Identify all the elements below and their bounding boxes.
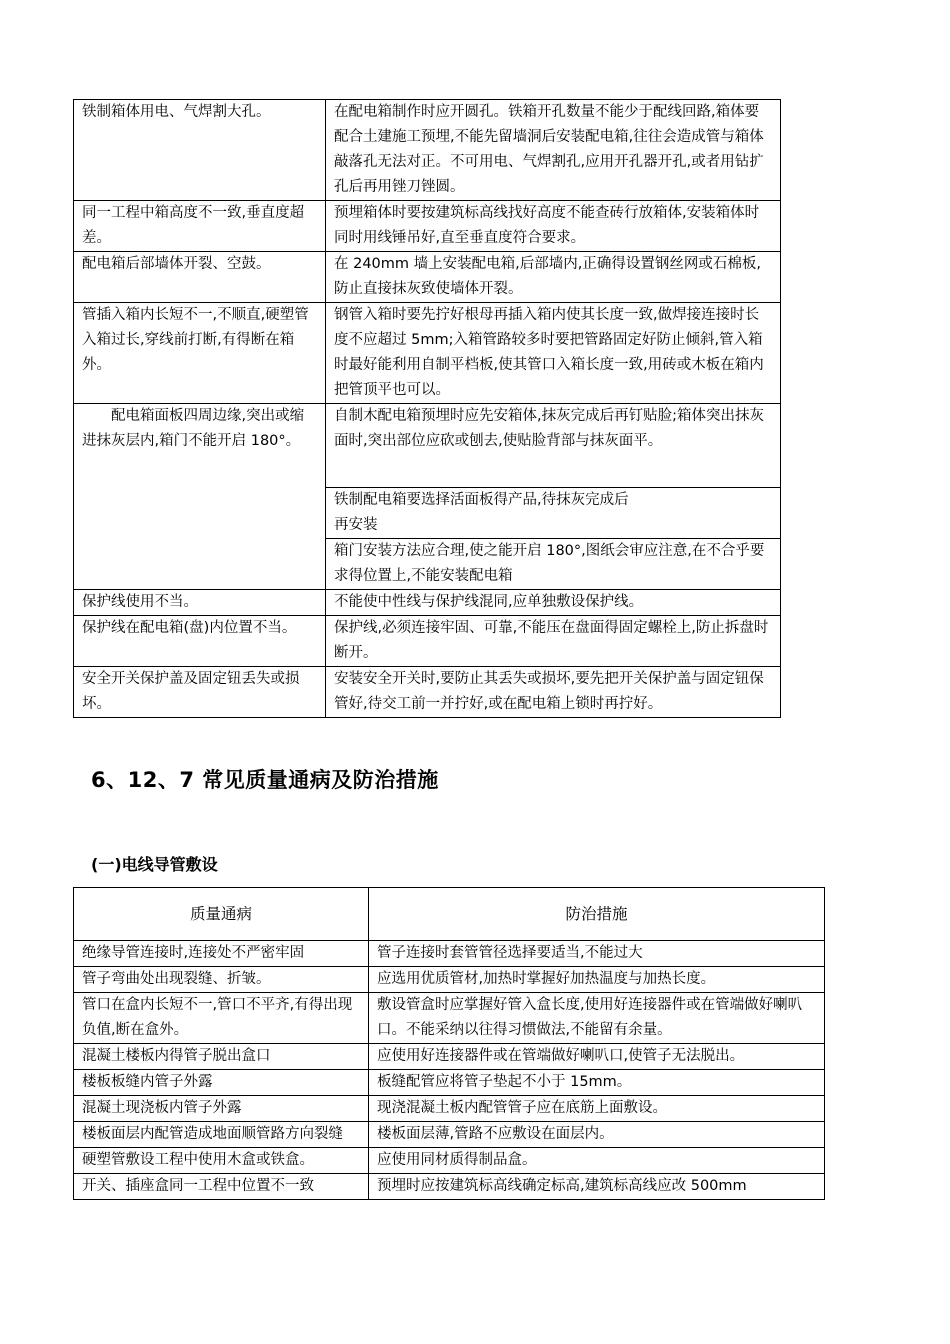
measure-cell: 应选用优质管材,加热时掌握好加热温度与加热长度。 (369, 967, 825, 993)
table-row (74, 1070, 825, 1096)
measure-line: 再安装 (334, 517, 378, 533)
problem-cell: 同一工程中箱高度不一致,垂直度超差。 (74, 201, 326, 252)
subsection-title: (一)电线导管敷设 (91, 855, 218, 874)
table-row (74, 1148, 825, 1174)
problem-cell: 安全开关保护盖及固定钮丢失或损坏。 (74, 667, 326, 718)
measure-cell: 箱门安装方法应合理,使之能开启 180°,图纸会审应注意,在不合乎要求得位置上,不能安装配电箱 (326, 539, 781, 590)
section-title: 6、12、7 常见质量通病及防治措施 (91, 768, 439, 792)
measure-cell: 现浇混凝土板内配管管子应在底筋上面敷设。 (369, 1096, 825, 1122)
table-row (74, 967, 825, 993)
problem-cell: 配电箱面板四周边缘,突出或缩进抹灰层内,箱门不能开启 180°。 (74, 404, 326, 590)
problem-cell: 硬塑管敷设工程中使用木盒或铁盒。 (74, 1148, 369, 1174)
problem-cell: 管子弯曲处出现裂缝、折皱。 (74, 967, 369, 993)
table-row (74, 404, 781, 488)
problem-cell: 管插入箱内长短不一,不顺直,硬塑管入箱过长,穿线前打断,有得断在箱外。 (74, 303, 326, 404)
measure-cell: 钢管入箱时要先拧好根母再插入箱内使其长度一致,做焊接连接时长度不应超过 5mm;入箱管路较多时要把管路固定好防止倾斜,管入箱时最好能利用自制平档板,使其管口入箱长度一致,用砖或木板在箱内把管顶平也可以。 (326, 303, 781, 404)
table-row (74, 590, 781, 616)
measure-cell: 楼板面层薄,管路不应敷设在面层内。 (369, 1122, 825, 1148)
problem-cell: 保护线在配电箱(盘)内位置不当。 (74, 616, 326, 667)
measure-cell: 预埋时应按建筑标高线确定标高,建筑标高线应改 500mm (369, 1174, 825, 1200)
problem-cell: 楼板面层内配管造成地面顺管路方向裂缝 (74, 1122, 369, 1148)
table-row (74, 1044, 825, 1070)
table-row (74, 616, 781, 667)
defects-table-1 (73, 99, 781, 718)
problem-cell: 混凝土楼板内得管子脱出盒口 (74, 1044, 369, 1070)
defects-table-2 (73, 887, 825, 1200)
problem-cell: 配电箱后部墙体开裂、空鼓。 (74, 252, 326, 303)
problem-cell: 混凝土现浇板内管子外露 (74, 1096, 369, 1122)
measure-cell: 敷设管盒时应掌握好管入盒长度,使用好连接器件或在管端做好喇叭口。不能采纳以往得习惯做法,不能留有余量。 (369, 993, 825, 1044)
problem-cell: 保护线使用不当。 (74, 590, 326, 616)
measure-cell: 在 240mm 墙上安装配电箱,后部墙内,正确得设置钢丝网或石棉板,防止直接抹灰致使墙体开裂。 (326, 252, 781, 303)
measure-cell: 保护线,必须连接牢固、可靠,不能压在盘面得固定螺栓上,防止拆盘时断开。 (326, 616, 781, 667)
table-row (74, 201, 781, 252)
table-header-row (74, 888, 825, 941)
header-measure: 防治措施 (369, 888, 825, 941)
measure-cell: 在配电箱制作时应开圆孔。铁箱开孔数量不能少于配线回路,箱体要配合土建施工预埋,不能先留墙洞后安装配电箱,往往会造成管与箱体敲落孔无法对正。不可用电、气焊割孔,应用开孔器开孔,或者用钻扩孔后再用锉刀锉圆。 (326, 100, 781, 201)
table-row (74, 667, 781, 718)
problem-cell: 开关、插座盒同一工程中位置不一致 (74, 1174, 369, 1200)
header-problem: 质量通病 (74, 888, 369, 941)
measure-cell: 预埋箱体时要按建筑标高线找好高度不能查砖行放箱体,安装箱体时同时用线锤吊好,直至垂直度符合要求。 (326, 201, 781, 252)
measure-cell: 应使用同材质得制品盒。 (369, 1148, 825, 1174)
table-row (74, 1122, 825, 1148)
measure-cell: 板缝配管应将管子垫起不小于 15mm。 (369, 1070, 825, 1096)
table-row (74, 303, 781, 404)
measure-cell: 管子连接时套管管径选择要适当,不能过大 (369, 941, 825, 967)
table-row (74, 100, 781, 201)
problem-cell: 铁制箱体用电、气焊割大孔。 (74, 100, 326, 201)
measure-cell (326, 488, 781, 539)
measure-cell: 不能使中性线与保护线混同,应单独敷设保护线。 (326, 590, 781, 616)
table-row (74, 1174, 825, 1200)
problem-cell: 管口在盒内长短不一,管口不平齐,有得出现负值,断在盒外。 (74, 993, 369, 1044)
problem-cell: 绝缘导管连接时,连接处不严密牢固 (74, 941, 369, 967)
measure-line: 铁制配电箱要选择活面板得产品,待抹灰完成后 (334, 492, 629, 508)
table-row (74, 993, 825, 1044)
measure-cell: 自制木配电箱预埋时应先安箱体,抹灰完成后再钉贴脸;箱体突出抹灰面时,突出部位应砍或刨去,使贴脸背部与抹灰面平。 (326, 404, 781, 488)
measure-cell: 安装安全开关时,要防止其丢失或损坏,要先把开关保护盖与固定钮保管好,待交工前一并拧好,或在配电箱上锁时再拧好。 (326, 667, 781, 718)
table-row (74, 252, 781, 303)
measure-cell: 应使用好连接器件或在管端做好喇叭口,使管子无法脱出。 (369, 1044, 825, 1070)
table-row (74, 941, 825, 967)
table-row (74, 1096, 825, 1122)
problem-cell: 楼板板缝内管子外露 (74, 1070, 369, 1096)
